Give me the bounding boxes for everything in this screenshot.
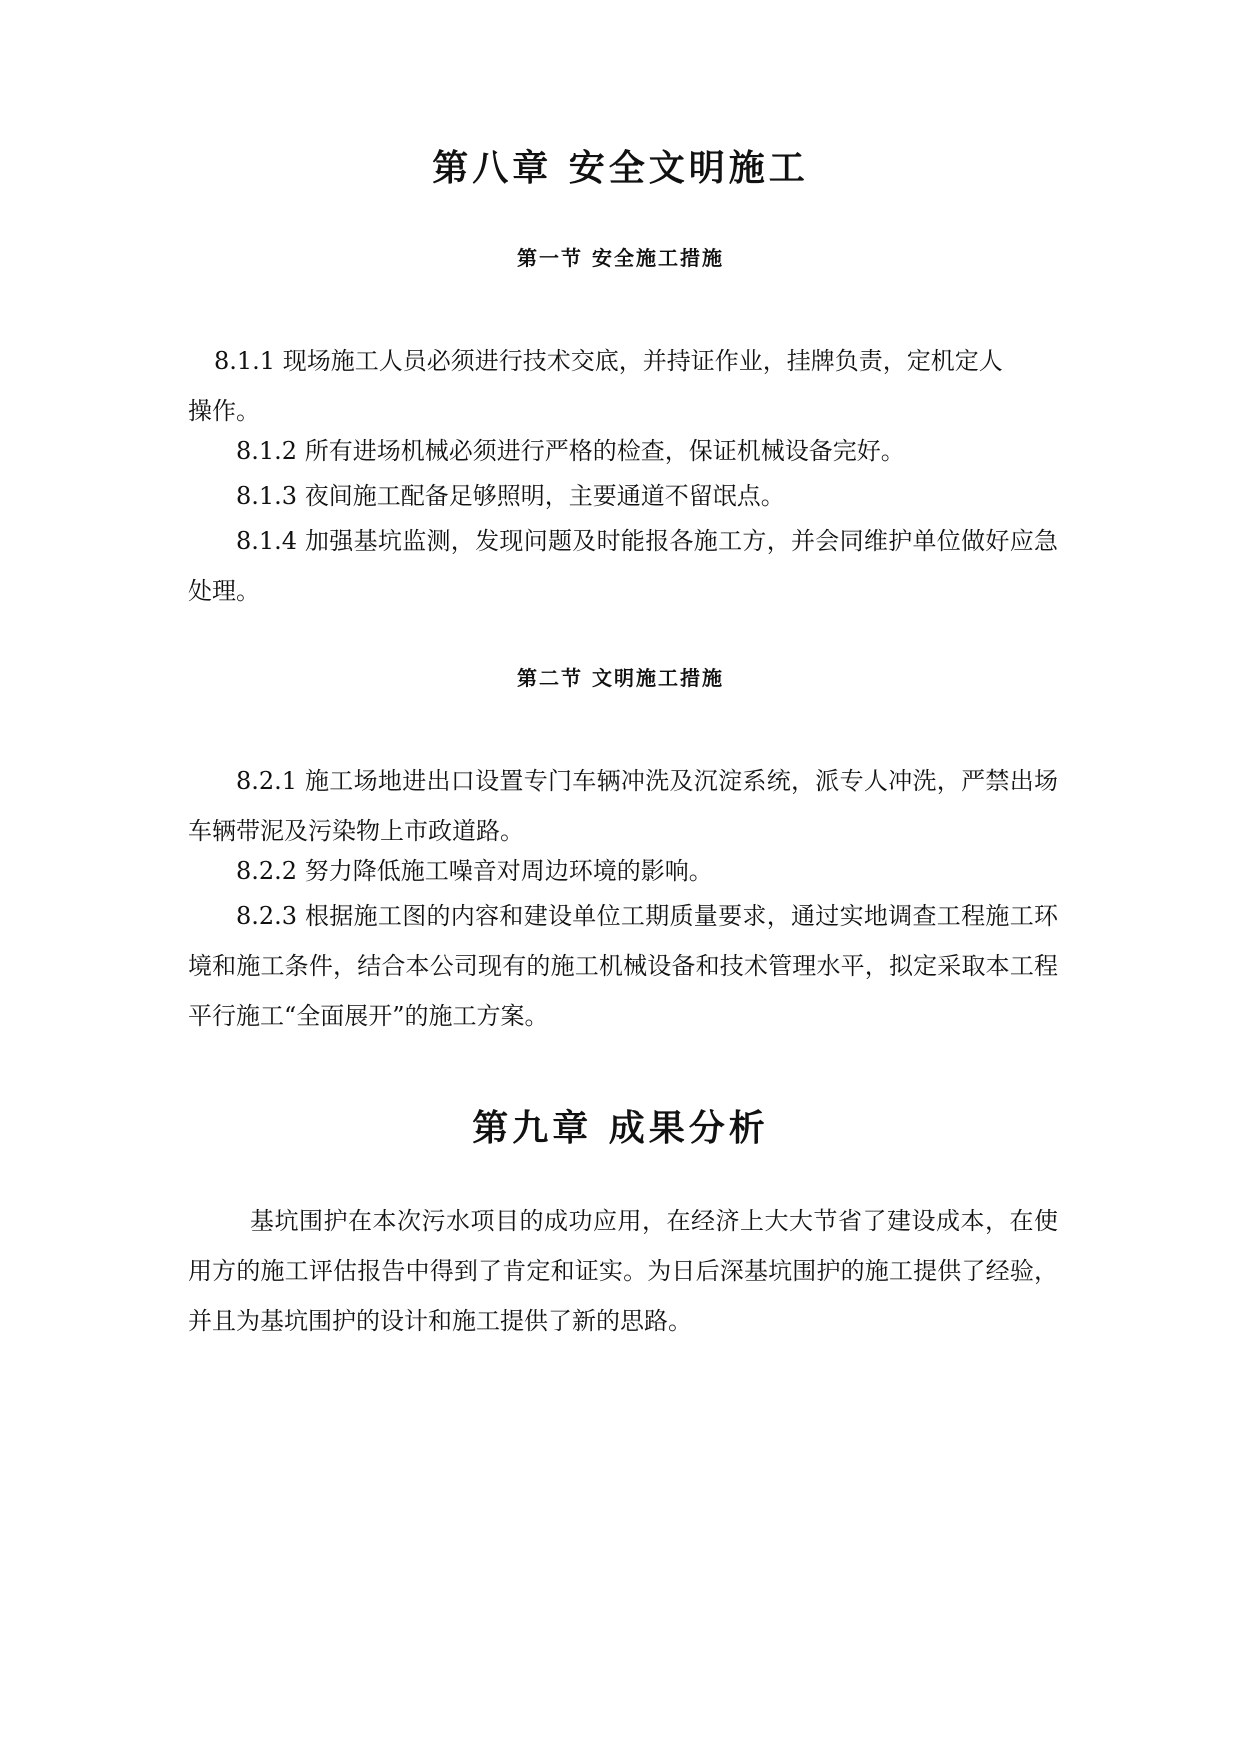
- section-2-title: 第二节 文明施工措施: [517, 666, 724, 690]
- paragraph-8-1-3: 8.1.3 夜间施工配备足够照明，主要通道不留氓点。: [236, 482, 785, 510]
- paragraph-8-2-3: 8.2.3 根据施工图的内容和建设单位工期质量要求，通过实地调查工程施工环境和施工条件，结合本公司现有的施工机械设备和技术管理水平，拟定采取本工程平行施工“全面展开”的施工方案。: [188, 902, 1058, 1030]
- paragraph-8-2-1: 8.2.1 施工场地进出口设置专门车辆冲洗及沉淀系统，派专人冲洗，严禁出场车辆带泥及污染物上市政道路。: [188, 767, 1058, 845]
- section-1-title: 第一节 安全施工措施: [517, 246, 724, 270]
- chapter-8-title: 第八章 安全文明施工: [432, 148, 809, 189]
- chapter-9-title: 第九章 成果分析: [472, 1108, 769, 1149]
- paragraph-8-1-1-line2: 操作。: [188, 397, 260, 425]
- paragraph-8-1-1-line1: 8.1.1 现场施工人员必须进行技术交底，并持证作业，挂牌负责，定机定人: [214, 347, 1003, 375]
- paragraph-8-1-1: [188, 336, 1058, 436]
- paragraph-8-1-2: 8.1.2 所有进场机械必须进行严格的检查，保证机械设备完好。: [236, 437, 905, 465]
- paragraph-8-2-2: 8.2.2 努力降低施工噪音对周边环境的影响。: [236, 857, 713, 885]
- paragraph-chapter-9-body: 基坑围护在本次污水项目的成功应用，在经济上大大节省了建设成本，在使用方的施工评估报告中得到了肯定和证实。为日后深基坑围护的施工提供了经验，并且为基坑围护的设计和施工提供了新的思路。: [188, 1207, 1058, 1335]
- paragraph-8-1-4: 8.1.4 加强基坑监测，发现问题及时能报各施工方，并会同维护单位做好应急处理。: [188, 527, 1058, 605]
